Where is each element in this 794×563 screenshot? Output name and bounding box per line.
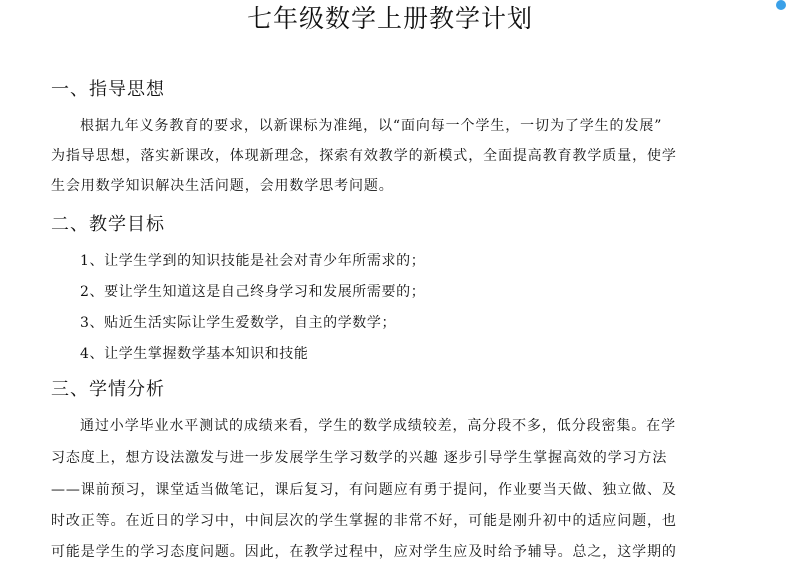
- paragraph-line: 时改正等。在近日的学习中，中间层次的学生掌握的非常不好，可能是刚升初中的适应问题，也: [51, 513, 677, 529]
- list-item: 2、要让学生知道这是自己终身学习和发展所需要的；: [80, 284, 426, 300]
- section-heading-student-analysis: 三、学情分析: [51, 379, 165, 400]
- paragraph-line: ——课前预习，课堂适当做笔记，课后复习，有问题应有勇于提问，作业要当天做、独立做、及: [51, 482, 677, 498]
- corner-indicator-icon: [776, 0, 786, 10]
- paragraph-line: 生会用数学知识解决生活问题，会用数学思考问题。: [51, 178, 394, 194]
- list-item: 1、让学生学到的知识技能是社会对青少年所需求的；: [80, 253, 426, 269]
- paragraph-line: 可能是学生的学习态度问题。因此，在教学过程中，应对学生应及时给予辅导。总之，这学期的: [51, 544, 677, 560]
- paragraph-line: 为指导思想，落实新课改，体现新理念，探索有效教学的新模式，全面提高教育教学质量，使学: [51, 148, 677, 164]
- list-item: 4、让学生掌握数学基本知识和技能: [80, 346, 309, 362]
- paragraph-line: 通过小学毕业水平测试的成绩来看，学生的数学成绩较差，高分段不多，低分段密集。在学: [80, 418, 676, 434]
- paragraph-line: 习态度上，想方设法激发与进一步发展学生学习数学的兴趣 逐步引导学生掌握高效的学习方法: [51, 450, 668, 466]
- section-heading-teaching-goals: 二、教学目标: [51, 214, 165, 235]
- section-heading-guiding-ideology: 一、指导思想: [51, 79, 165, 100]
- paragraph-line: 根据九年义务教育的要求，以新课标为准绳，以“面向每一个学生，一切为了学生的发展”: [80, 118, 663, 134]
- list-item: 3、贴近生活实际让学生爱数学，自主的学数学；: [80, 315, 397, 331]
- document-title: 七年级数学上册教学计划: [246, 4, 533, 33]
